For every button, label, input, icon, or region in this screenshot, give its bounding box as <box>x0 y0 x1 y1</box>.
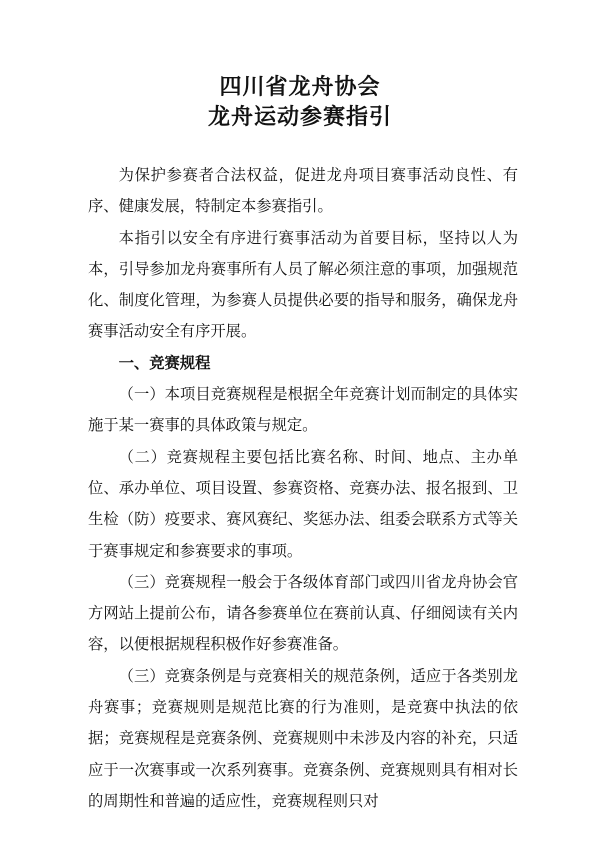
paragraph-item-3b: （三）竞赛条例是与竞赛相关的规范条例，适应于各类别龙舟赛事；竞赛规则是规范比赛的行为准则，是竞赛中执法的依据；竞赛规程是竞赛条例、竞赛规则中未涉及内容的补充，只适应于一次赛事或一次系列赛事。竞赛条例、竞赛规则具有相对长的周期性和普遍的适应性，竞赛规程则只对 <box>88 666 518 810</box>
paragraph-item-3: （三）竞赛规程一般会于各级体育部门或四川省龙舟协会官方网站上提前公布，请各参赛单位在赛前认真、仔细阅读有关内容，以便根据规程积极作好参赛准备。 <box>88 572 518 654</box>
document-title-line2: 龙舟运动参赛指引 <box>207 105 392 130</box>
document-body <box>88 160 518 817</box>
paragraph-intro: 为保护参赛者合法权益，促进龙舟项目赛事活动良性、有序、健康发展，特制定本参赛指引。 <box>88 166 518 216</box>
paragraph-item-2: （二）竞赛规程主要包括比赛名称、时间、地点、主办单位、承办单位、项目设置、参赛资格、竞赛办法、报名报到、卫生检（防）疫要求、赛风赛纪、奖惩办法、组委会联系方式等关于赛事规定和参赛要求的事项。 <box>88 447 518 560</box>
section-heading: 一、竞赛规程 <box>118 353 211 372</box>
document-title-line1: 四川省龙舟协会 <box>219 75 381 100</box>
paragraph-principle: 本指引以安全有序进行赛事活动为首要目标，坚持以人为本，引导参加龙舟赛事所有人员了解必须注意的事项，加强规范化、制度化管理，为参赛人员提供必要的指导和服务，确保龙舟赛事活动安全有序开展。 <box>88 228 518 341</box>
paragraph-item-1: （一）本项目竞赛规程是根据全年竞赛计划而制定的具体实施于某一赛事的具体政策与规定。 <box>88 385 518 435</box>
